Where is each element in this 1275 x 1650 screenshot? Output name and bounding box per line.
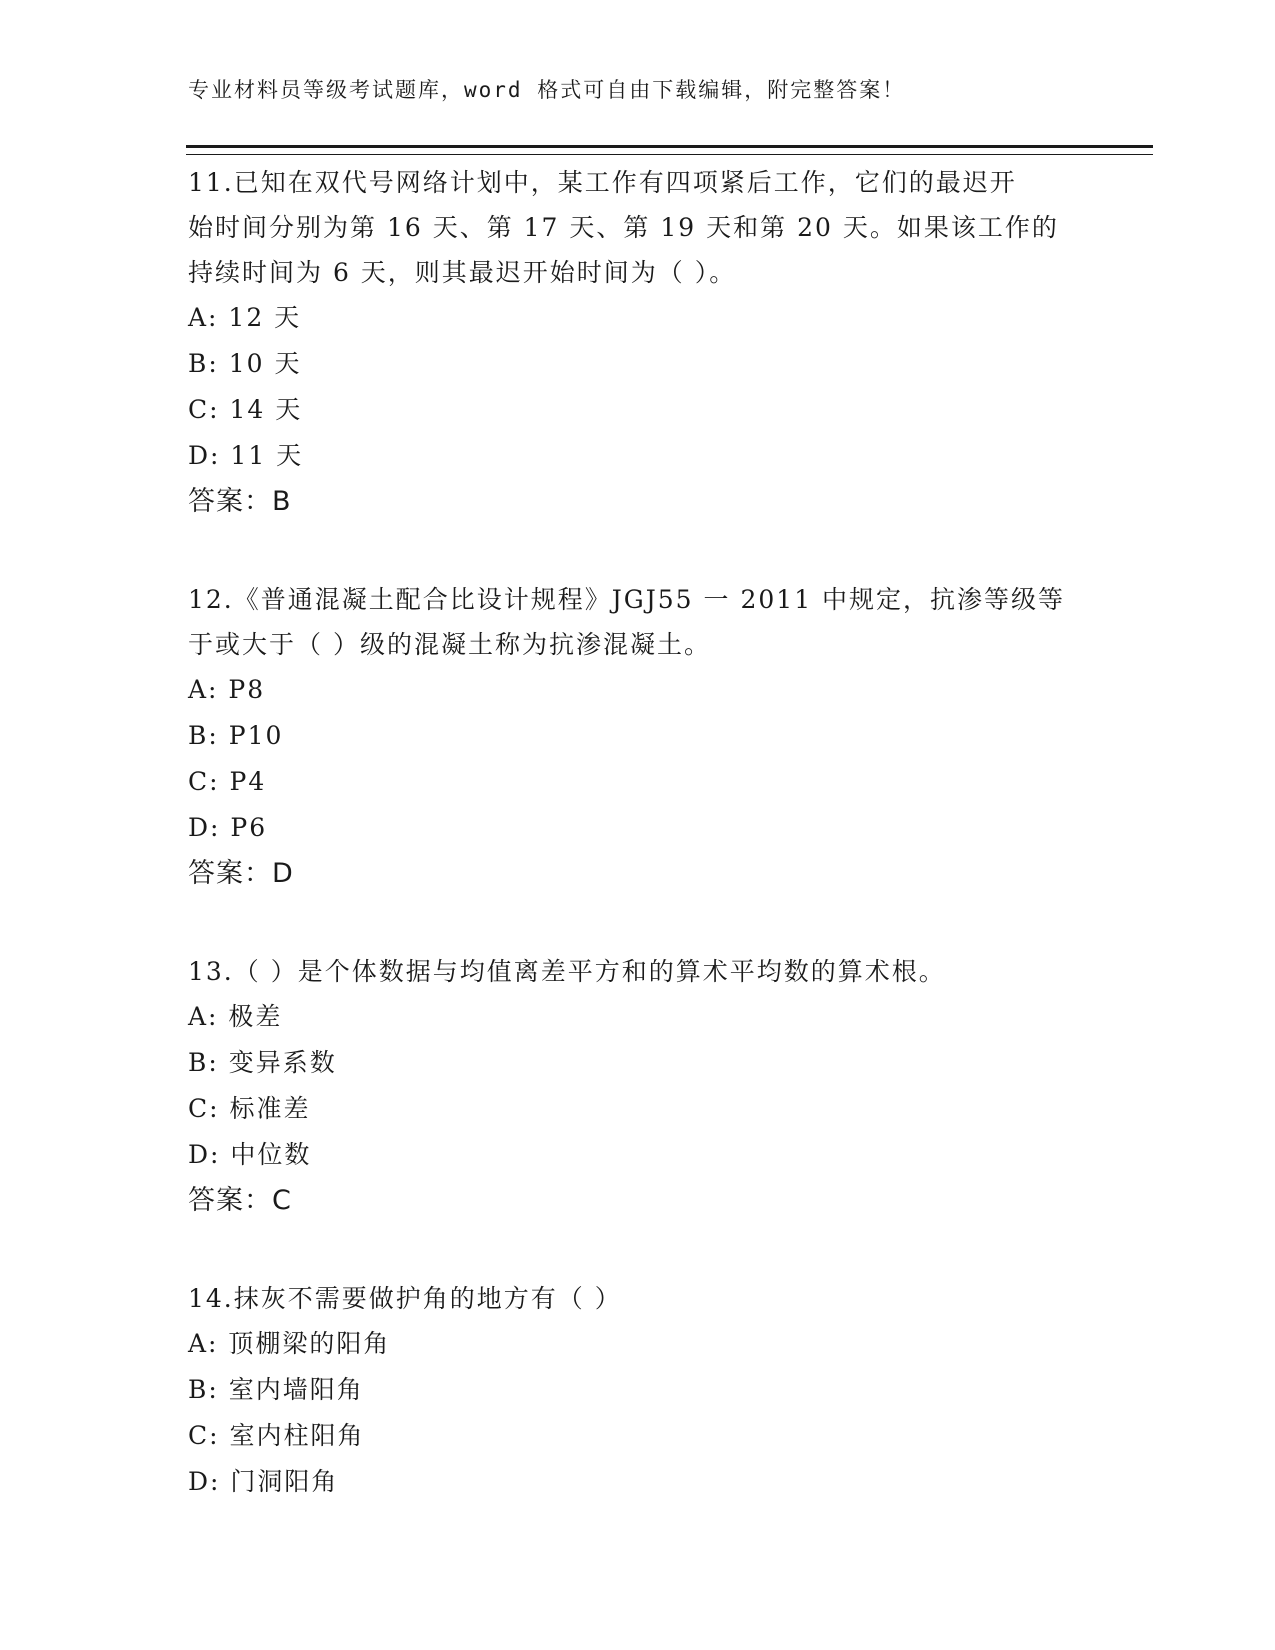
- question-stem-line: 持续时间为 6 天，则其最迟开始时间为（ ）。: [188, 258, 737, 287]
- option-c: C: 14 天: [188, 395, 303, 424]
- option-a: A: P8: [188, 675, 266, 704]
- question-stem-line: 14.抹灰不需要做护角的地方有（ ）: [188, 1284, 622, 1313]
- option-d: D: 门洞阳角: [188, 1467, 339, 1496]
- question-stem-line: 于或大于（ ）级的混凝土称为抗渗混凝土。: [188, 630, 711, 659]
- option-d: D: 中位数: [188, 1140, 312, 1169]
- question-11: [188, 160, 1088, 525]
- question-12: [188, 577, 1088, 897]
- question-stem-line: 13.（ ）是个体数据与均值离差平方和的算术平均数的算术根。: [188, 957, 946, 986]
- option-a: A: 极差: [188, 1002, 283, 1031]
- option-a: A: 顶棚梁的阳角: [188, 1329, 391, 1358]
- question-14: [188, 1276, 1088, 1505]
- option-c: C: P4: [188, 767, 267, 796]
- option-d: D: 11 天: [188, 441, 304, 470]
- answer: 答案：B: [188, 486, 292, 517]
- answer: 答案：C: [188, 1185, 292, 1216]
- option-b: B: 室内墙阳角: [188, 1375, 364, 1404]
- option-a: A: 12 天: [188, 303, 302, 332]
- header-divider: [186, 145, 1153, 155]
- question-13: [188, 949, 1088, 1224]
- option-b: B: 变异系数: [188, 1048, 337, 1077]
- option-b: B: 10 天: [188, 349, 302, 378]
- answer: 答案：D: [188, 858, 294, 889]
- question-stem-line: 12.《普通混凝土配合比设计规程》JGJ55 一 2011 中规定，抗渗等级等: [188, 585, 1066, 614]
- page-header: 专业材料员等级考试题库，word 格式可自由下载编辑，附完整答案！: [188, 78, 906, 102]
- question-stem-line: 始时间分别为第 16 天、第 17 天、第 19 天和第 20 天。如果该工作的: [188, 213, 1059, 242]
- option-c: C: 室内柱阳角: [188, 1421, 365, 1450]
- question-list: [188, 160, 1088, 1505]
- question-stem-line: 11.已知在双代号网络计划中，某工作有四项紧后工作，它们的最迟开: [188, 168, 1017, 197]
- option-c: C: 标准差: [188, 1094, 311, 1123]
- option-b: B: P10: [188, 721, 284, 750]
- option-d: D: P6: [188, 813, 268, 842]
